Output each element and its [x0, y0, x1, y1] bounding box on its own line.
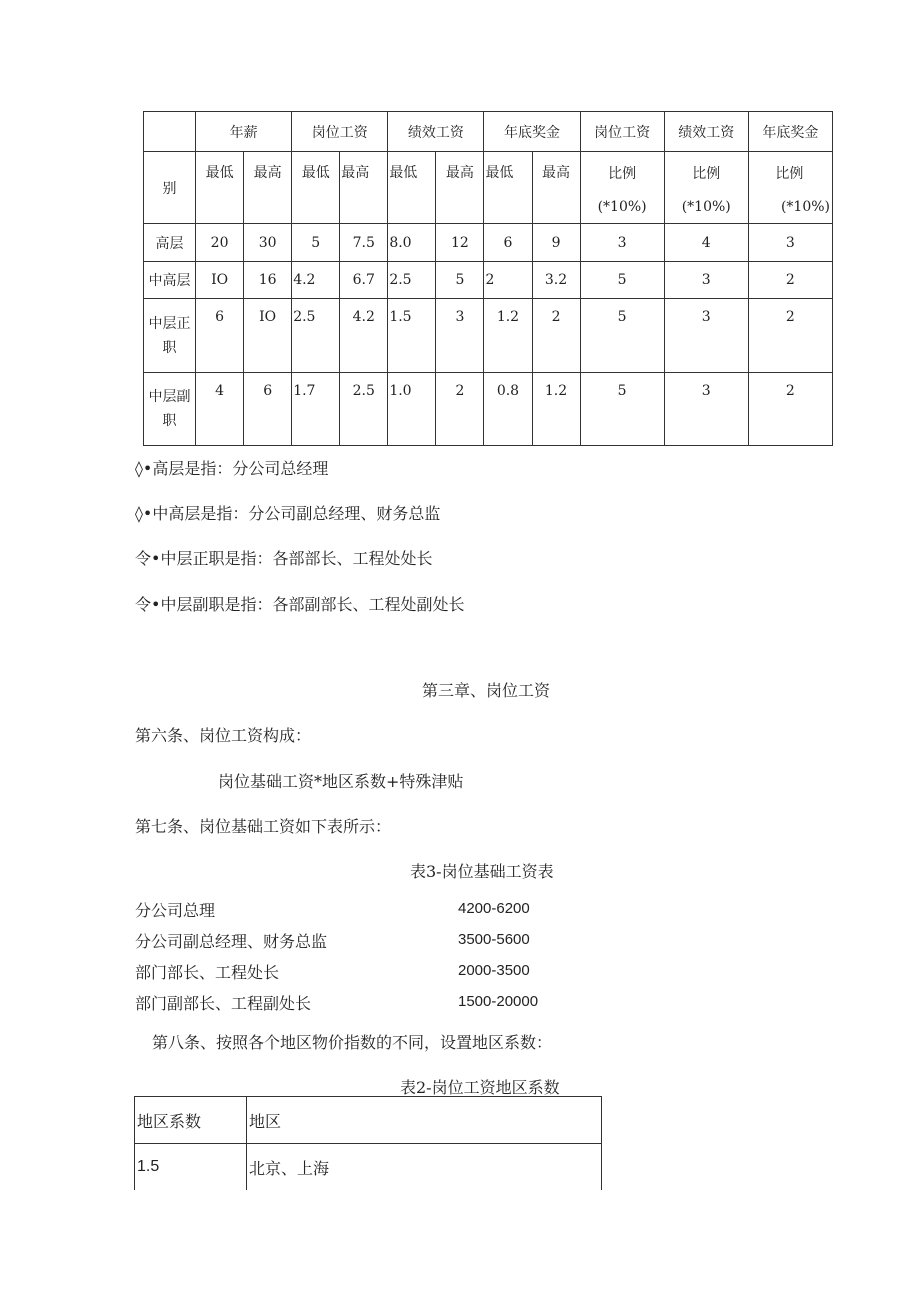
base-salary-position: 部门部长、工程处长	[135, 963, 280, 982]
table-cell: 5	[436, 262, 484, 299]
ratio-cell	[580, 152, 664, 224]
row-label-line1: 中层副	[148, 389, 191, 405]
table-cell: 1.0	[388, 373, 436, 446]
table-row	[135, 1144, 602, 1191]
header-region: 地区	[247, 1097, 602, 1144]
table-cell: 2.5	[388, 262, 436, 299]
table-cell: 5	[580, 299, 664, 373]
header-coefficient: 地区系数	[135, 1097, 247, 1144]
ratio-cell	[664, 152, 748, 224]
table-cell: 16	[244, 262, 292, 299]
table-cell: 2	[484, 262, 532, 299]
table-cell: 2	[748, 262, 832, 299]
table-row	[144, 262, 833, 299]
table-cell: 2.5	[340, 373, 388, 446]
row-label-line2: 职	[162, 413, 177, 429]
table-cell: 5	[292, 224, 340, 262]
max-label: 最高	[244, 152, 292, 224]
table2-title: 表2-岗位工资地区系数	[400, 1078, 560, 1097]
table-cell: 6	[484, 224, 532, 262]
ratio-label: 比例	[775, 165, 804, 182]
table-cell: 30	[244, 224, 292, 262]
header-position-salary: 岗位工资	[292, 112, 388, 152]
max-label: 最高	[436, 152, 484, 224]
ratio-unit: (*10%)	[597, 198, 647, 215]
table-cell: 3	[436, 299, 484, 373]
table-row	[144, 224, 833, 262]
corner-cell	[144, 112, 196, 152]
article-8: 第八条、按照各个地区物价指数的不同，设置地区系数：	[152, 1033, 553, 1052]
table-cell: 6	[196, 299, 244, 373]
coefficient-cell: 1.5	[135, 1144, 247, 1191]
ratio-cell	[748, 152, 832, 224]
table-cell: 5	[580, 373, 664, 446]
ratio-label: 比例	[608, 165, 637, 182]
table-cell: IO	[244, 299, 292, 373]
table-cell: 4.2	[292, 262, 340, 299]
table-row	[144, 373, 833, 446]
article-7: 第七条、岗位基础工资如下表所示：	[135, 817, 392, 836]
table-cell: 3	[664, 299, 748, 373]
table-subheader-row	[144, 152, 833, 224]
row-label: 中高层	[144, 262, 196, 299]
base-salary-range: 1500-20000	[458, 993, 539, 1010]
row-label	[144, 373, 196, 446]
note-middle-chief: 令•中层正职是指：各部部长、工程处处长	[135, 549, 433, 568]
base-salary-position: 分公司副总经理、财务总监	[135, 932, 328, 951]
header-performance-salary: 绩效工资	[388, 112, 484, 152]
table-cell: 2	[532, 299, 580, 373]
base-salary-range: 2000-3500	[458, 962, 530, 979]
row-label-header: 别	[144, 152, 196, 224]
chapter-title: 第三章、岗位工资	[421, 681, 550, 700]
min-label: 最低	[388, 152, 436, 224]
table-cell: 4	[196, 373, 244, 446]
base-salary-range: 3500-5600	[458, 931, 530, 948]
table-cell: 4.2	[340, 299, 388, 373]
table-cell: 3	[580, 224, 664, 262]
region-cell: 北京、上海	[247, 1144, 602, 1191]
row-label-line2: 职	[162, 339, 177, 356]
region-coefficient-table	[134, 1096, 602, 1190]
ratio-unit: (*10%)	[681, 198, 731, 215]
note-senior: ◊•高层是指：分公司总经理	[135, 459, 329, 478]
table-cell: 1.2	[532, 373, 580, 446]
table-cell: 20	[196, 224, 244, 262]
header-bonus-ratio: 年底奖金	[748, 112, 832, 152]
table-cell: 3	[748, 224, 832, 262]
header-performance-ratio: 绩效工资	[664, 112, 748, 152]
table-cell: 4	[664, 224, 748, 262]
table-cell: IO	[196, 262, 244, 299]
note-middle-deputy: 令•中层副职是指：各部副部长、工程处副处长	[135, 595, 465, 614]
table-cell: 2	[748, 299, 832, 373]
table-cell: 1.5	[388, 299, 436, 373]
base-salary-position: 部门副部长、工程副处长	[135, 994, 312, 1013]
table-cell: 9	[532, 224, 580, 262]
table-cell: 6.7	[340, 262, 388, 299]
table-cell: 3	[664, 373, 748, 446]
table-cell: 2.5	[292, 299, 340, 373]
article-6: 第六条、岗位工资构成：	[135, 726, 312, 745]
table-cell: 12	[436, 224, 484, 262]
header-year-end-bonus: 年底奖金	[484, 112, 580, 152]
table-cell: 2	[748, 373, 832, 446]
table-cell: 7.5	[340, 224, 388, 262]
table-header-row	[144, 112, 833, 152]
table-cell: 1.7	[292, 373, 340, 446]
ratio-label: 比例	[692, 165, 721, 182]
salary-formula: 岗位基础工资*地区系数+特殊津贴	[218, 772, 464, 791]
base-salary-range: 4200-6200	[458, 900, 530, 917]
max-label: 最高	[340, 152, 388, 224]
table-header-row	[135, 1097, 602, 1144]
header-annual-salary: 年薪	[196, 112, 292, 152]
base-salary-position: 分公司总理	[135, 901, 216, 920]
table-cell: 8.0	[388, 224, 436, 262]
table-row	[144, 299, 833, 373]
row-label	[144, 299, 196, 373]
table-cell: 3	[664, 262, 748, 299]
note-upper-middle: ◊•中高层是指：分公司副总经理、财务总监	[135, 504, 441, 523]
min-label: 最低	[292, 152, 340, 224]
table-cell: 2	[436, 373, 484, 446]
table-cell: 6	[244, 373, 292, 446]
row-label: 高层	[144, 224, 196, 262]
header-position-ratio: 岗位工资	[580, 112, 664, 152]
table-cell: 5	[580, 262, 664, 299]
min-label: 最低	[484, 152, 532, 224]
table-cell: 3.2	[532, 262, 580, 299]
min-label: 最低	[196, 152, 244, 224]
ratio-unit: (*10%)	[780, 198, 830, 215]
salary-structure-table	[143, 111, 833, 446]
table-cell: 1.2	[484, 299, 532, 373]
max-label: 最高	[532, 152, 580, 224]
table3-title: 表3-岗位基础工资表	[410, 862, 554, 881]
table-cell: 0.8	[484, 373, 532, 446]
row-label-line1: 中层正	[148, 315, 191, 332]
